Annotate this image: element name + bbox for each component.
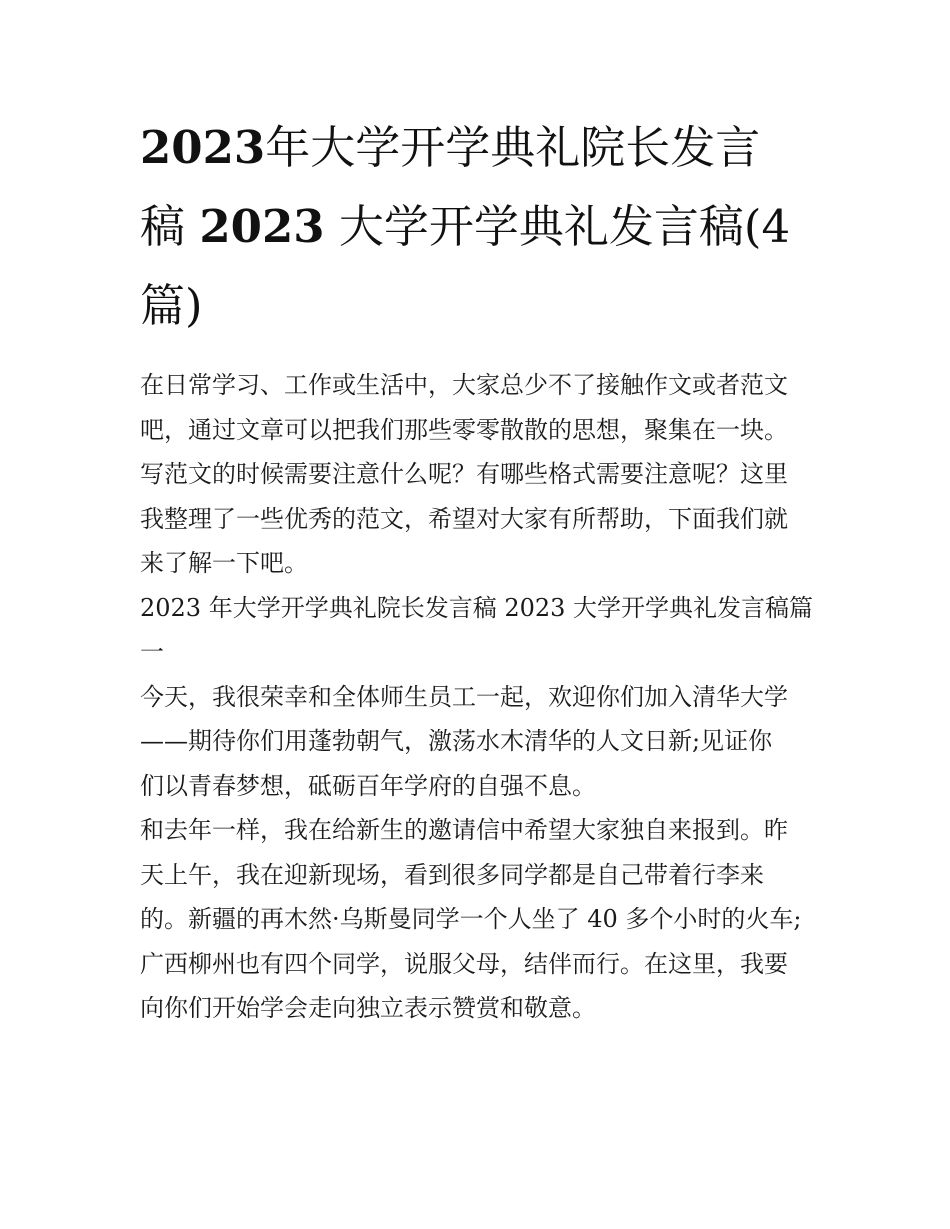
text-line: 2023 年大学开学典礼院长发言稿 2023 大学开学典礼发言稿篇 [140,593,814,622]
text-line: 写范文的时候需要注意什么呢？有哪些格式需要注意呢？这里 [140,460,788,488]
section-heading [140,586,815,675]
independence-paragraph [140,808,815,1031]
text-line: 向你们开始学会走向独立表示赞赏和敬意。 [140,994,596,1022]
text-line: 们以青春梦想，砥砺百年学府的自强不息。 [140,771,596,800]
text-line: 吧，通过文章可以把我们那些零零散散的思想，聚集在一块。 [140,415,788,444]
text-line: 天上午，我在迎新现场，看到很多同学都是自己带着行李来 [140,860,764,889]
text-line: ——期待你们用蓬勃朝气，激荡水木清华的人文日新;见证你 [140,727,773,755]
document-page [140,108,815,1031]
document-body [140,363,815,1031]
text-line: 今天，我很荣幸和全体师生员工一起，欢迎你们加入清华大学 [140,682,788,711]
text-line: 来了解一下吧。 [140,549,308,577]
title-line-2: 稿 2023 大学开学典礼发言稿(4 [140,200,791,253]
document-title [140,108,815,345]
text-line: 的。新疆的再木然·乌斯曼同学一个人坐了 40 多个小时的火车; [140,905,802,933]
title-line-3: 篇) [140,279,203,332]
text-line: 和去年一样，我在给新生的邀请信中希望大家独自来报到。昨 [140,816,788,844]
title-line-1: 2023年大学开学典礼院长发言 [140,121,761,174]
text-line: 广西柳州也有四个同学，说服父母，结伴而行。在这里，我要 [140,949,788,978]
intro-paragraph [140,363,815,586]
welcome-paragraph [140,675,815,809]
text-line: 我整理了一些优秀的范文，希望对大家有所帮助，下面我们就 [140,504,788,533]
text-line: 在日常学习、工作或生活中，大家总少不了接触作文或者范文 [140,371,788,399]
text-line: 一 [140,638,164,666]
